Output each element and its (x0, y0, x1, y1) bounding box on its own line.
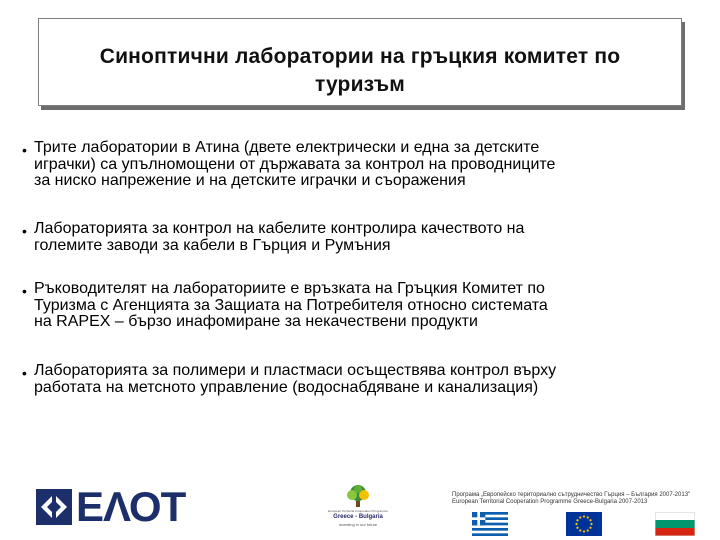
gb-programme-label: European Territorial Cooperation Programme (328, 509, 388, 513)
bullet-line: работата на метсното управление (водоснабдяване и канализация) (34, 378, 539, 396)
gb-tagline: investing in our future (338, 522, 378, 527)
bullet-line: Лабораторията за контрол на кабелите контролира качеството на (34, 220, 525, 237)
greece-flag-icon (472, 512, 508, 536)
title-line: туризъм (314, 73, 406, 96)
programme-line: Програма „Европейско териториално сътрудничество Гърция – България 2007-2013" (452, 492, 691, 498)
bullet-marker: • (22, 223, 27, 239)
programme-line: European Territorial Cooperation Programme Greece-Bulgaria 2007-2013 (452, 499, 648, 505)
bullet-text (34, 281, 674, 331)
bullet-text (34, 363, 674, 396)
bullet-text (34, 140, 674, 190)
footer-logos (0, 480, 720, 540)
bullet-line: на RAPEX – бързо инафомиране за некачествени продукти (34, 313, 478, 330)
title-box (38, 18, 682, 106)
bullet-line: големите заводи за кабели в Гърция и Румъния (34, 236, 391, 254)
programme-caption (452, 492, 708, 506)
bullet-text (34, 221, 674, 254)
elot-wordmark: ЕΛΟΤ (76, 483, 186, 530)
greece-bulgaria-logo (318, 484, 398, 532)
bullet-line: Туризма с Агенцията за Защиата на Потребителя относно системата (34, 296, 548, 314)
bullet-marker: • (22, 283, 27, 299)
bullet-marker: • (22, 365, 27, 381)
bullet-line: Лабораторията за полимери и пластмаси осъществява контрол върху (34, 362, 557, 379)
bullet-line: за ниско напрежение и на детските играчки и съоражения (34, 172, 466, 189)
bullet-line: Ръководителят на лабораториите е връзката на Гръцкия Комитет по (34, 280, 545, 297)
bullet-marker: • (22, 142, 27, 158)
bullet-line: играчки) са упълномощени от държавата за контрол на проводниците (34, 155, 556, 173)
tree-emblem-icon (343, 484, 373, 508)
eu-flag-icon (566, 512, 602, 536)
elot-logo (36, 483, 216, 530)
title-line: Синоптични лаборатории на гръцкия комитет по (99, 45, 621, 68)
page-title (39, 43, 681, 99)
bulgaria-flag-icon (655, 512, 695, 536)
gb-programme-name: Greece - Bulgaria (333, 514, 383, 520)
bullet-line: Трите лаборатории в Атина (двете електрически и една за детските (34, 139, 540, 156)
elot-mark-icon (36, 489, 72, 525)
